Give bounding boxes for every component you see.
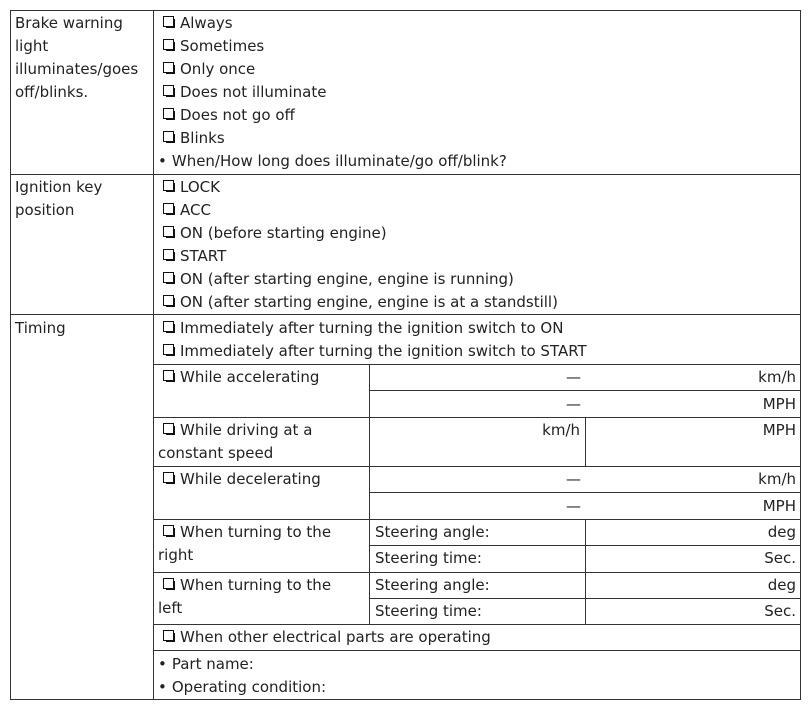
brake-section-label-line: illuminates/goes bbox=[15, 60, 139, 78]
brake-section-label-line: Brake warning bbox=[15, 14, 123, 32]
option-does-not-illuminate[interactable]: Does not illuminate bbox=[163, 81, 326, 104]
checkbox-icon[interactable] bbox=[163, 423, 174, 434]
table-border-bottom bbox=[10, 699, 801, 700]
ignition-section-label-line: Ignition key bbox=[15, 178, 103, 196]
speed-unit-mph: MPH bbox=[762, 395, 796, 413]
steering-angle-unit: deg bbox=[767, 576, 796, 594]
option-turning-left[interactable]: When turning to the bbox=[163, 574, 331, 597]
row-divider bbox=[153, 624, 801, 625]
option-does-not-go-off[interactable]: Does not go off bbox=[163, 104, 295, 127]
steering-time-unit: Sec. bbox=[764, 549, 796, 567]
option-after-ignition-on[interactable]: Immediately after turning the ignition switch to ON bbox=[163, 317, 563, 340]
bullet-icon: • bbox=[158, 152, 167, 170]
steering-time-label: Steering time: bbox=[375, 549, 482, 567]
speed-range-dash: — bbox=[566, 395, 581, 413]
checkbox-icon[interactable] bbox=[163, 295, 174, 306]
row-divider bbox=[153, 466, 801, 467]
option-turning-right[interactable]: When turning to the bbox=[163, 521, 331, 544]
row-divider bbox=[369, 390, 801, 391]
speed-unit-kmh: km/h bbox=[758, 470, 796, 488]
operating-condition-field: • Operating condition: bbox=[158, 676, 326, 699]
option-lock[interactable]: LOCK bbox=[163, 176, 220, 199]
option-other-electrical-parts[interactable]: When other electrical parts are operating bbox=[163, 626, 491, 649]
option-after-ignition-start[interactable]: Immediately after turning the ignition switch to START bbox=[163, 340, 587, 363]
option-acc[interactable]: ACC bbox=[163, 199, 211, 222]
checkbox-icon[interactable] bbox=[163, 321, 174, 332]
steering-angle-unit: deg bbox=[767, 523, 796, 541]
speed-unit-mph: MPH bbox=[762, 497, 796, 515]
row-divider bbox=[153, 364, 801, 365]
condition-column-divider bbox=[369, 364, 370, 625]
checkbox-icon[interactable] bbox=[163, 630, 174, 641]
table-border-top bbox=[10, 10, 801, 11]
option-while-decelerating[interactable]: While decelerating bbox=[163, 468, 321, 491]
checkbox-icon[interactable] bbox=[163, 344, 174, 355]
checkbox-icon[interactable] bbox=[163, 203, 174, 214]
ignition-section-label-line: position bbox=[15, 201, 75, 219]
brake-section-label-line: light bbox=[15, 37, 49, 55]
steering-time-label: Steering time: bbox=[375, 602, 482, 620]
option-sometimes[interactable]: Sometimes bbox=[163, 35, 264, 58]
checkbox-icon[interactable] bbox=[163, 525, 174, 536]
checkbox-icon[interactable] bbox=[163, 85, 174, 96]
cell-divider bbox=[585, 519, 586, 625]
speed-range-dash: — bbox=[566, 470, 581, 488]
steering-angle-label: Steering angle: bbox=[375, 523, 490, 541]
row-divider bbox=[10, 174, 801, 175]
option-constant-speed[interactable]: While driving at a bbox=[163, 419, 312, 442]
checkbox-icon[interactable] bbox=[163, 108, 174, 119]
part-name-field: • Part name: bbox=[158, 653, 254, 676]
option-on-before-start[interactable]: ON (before starting engine) bbox=[163, 222, 387, 245]
row-divider bbox=[153, 417, 801, 418]
row-divider bbox=[369, 492, 801, 493]
option-while-accelerating[interactable]: While accelerating bbox=[163, 366, 319, 389]
checkbox-icon[interactable] bbox=[163, 272, 174, 283]
checkbox-icon[interactable] bbox=[163, 16, 174, 27]
option-turning-right-label-line: right bbox=[158, 546, 194, 564]
table-border-right bbox=[800, 10, 801, 700]
option-on-engine-running[interactable]: ON (after starting engine, engine is running) bbox=[163, 268, 514, 291]
cell-divider bbox=[585, 417, 586, 467]
bullet-icon: • bbox=[158, 678, 167, 696]
checkbox-icon[interactable] bbox=[163, 578, 174, 589]
brake-note: • When/How long does illuminate/go off/blink? bbox=[158, 150, 507, 173]
speed-unit-kmh: km/h bbox=[542, 421, 580, 439]
checkbox-icon[interactable] bbox=[163, 39, 174, 50]
option-always[interactable]: Always bbox=[163, 12, 233, 35]
option-turning-left-label-line: left bbox=[158, 599, 183, 617]
speed-range-dash: — bbox=[566, 497, 581, 515]
option-on-engine-standstill[interactable]: ON (after starting engine, engine is at a standstill) bbox=[163, 291, 558, 314]
steering-time-unit: Sec. bbox=[764, 602, 796, 620]
row-divider bbox=[153, 572, 801, 573]
option-only-once[interactable]: Only once bbox=[163, 58, 255, 81]
label-column-divider bbox=[153, 10, 154, 700]
steering-angle-label: Steering angle: bbox=[375, 576, 490, 594]
brake-section-label-line: off/blinks. bbox=[15, 83, 89, 101]
checkbox-icon[interactable] bbox=[163, 62, 174, 73]
option-constant-speed-label-line: constant speed bbox=[158, 444, 274, 462]
speed-range-dash: — bbox=[566, 368, 581, 386]
checkbox-icon[interactable] bbox=[163, 472, 174, 483]
checkbox-icon[interactable] bbox=[163, 249, 174, 260]
checkbox-icon[interactable] bbox=[163, 370, 174, 381]
row-divider bbox=[10, 314, 801, 315]
option-start[interactable]: START bbox=[163, 245, 226, 268]
option-blinks[interactable]: Blinks bbox=[163, 127, 225, 150]
speed-unit-kmh: km/h bbox=[758, 368, 796, 386]
row-divider bbox=[153, 650, 801, 651]
table-border-left bbox=[10, 10, 11, 700]
row-divider bbox=[153, 519, 801, 520]
bullet-icon: • bbox=[158, 655, 167, 673]
checkbox-icon[interactable] bbox=[163, 226, 174, 237]
checkbox-icon[interactable] bbox=[163, 180, 174, 191]
timing-section-label: Timing bbox=[15, 319, 66, 337]
checkbox-icon[interactable] bbox=[163, 131, 174, 142]
speed-unit-mph: MPH bbox=[762, 421, 796, 439]
